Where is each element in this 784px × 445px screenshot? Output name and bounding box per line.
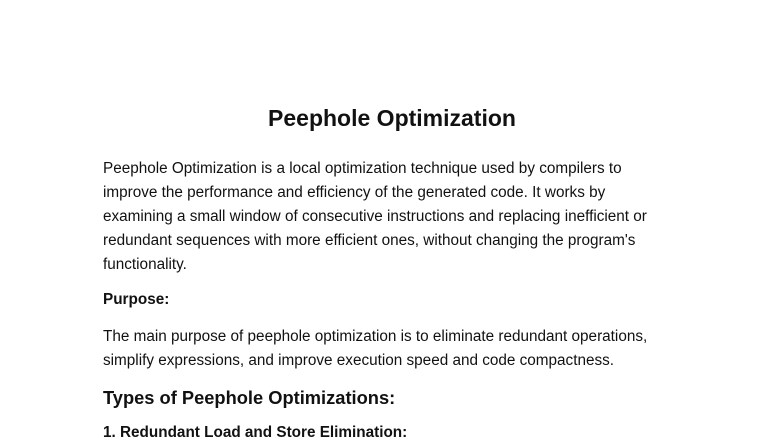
document-title: Peephole Optimization <box>268 105 516 131</box>
purpose-line: The main purpose of peephole optimization is to eliminate redundant operations, <box>103 328 648 345</box>
intro-line: examining a small window of consecutive instructions and replacing inefficient or <box>103 208 647 225</box>
purpose-heading: Purpose: <box>103 291 170 308</box>
purpose-line: simplify expressions, and improve execution speed and code compactness. <box>103 352 615 369</box>
intro-line: improve the performance and efficiency of the generated code. It works by <box>103 184 606 201</box>
types-heading: Types of Peephole Optimizations: <box>103 387 396 408</box>
intro-line: functionality. <box>103 256 187 273</box>
purpose-paragraph <box>103 325 647 373</box>
first-type-heading: 1. Redundant Load and Store Elimination: <box>103 424 408 441</box>
intro-paragraph <box>103 157 683 277</box>
intro-line: Peephole Optimization is a local optimization technique used by compilers to <box>103 160 622 177</box>
intro-line: redundant sequences with more efficient ones, without changing the program's <box>103 232 636 249</box>
